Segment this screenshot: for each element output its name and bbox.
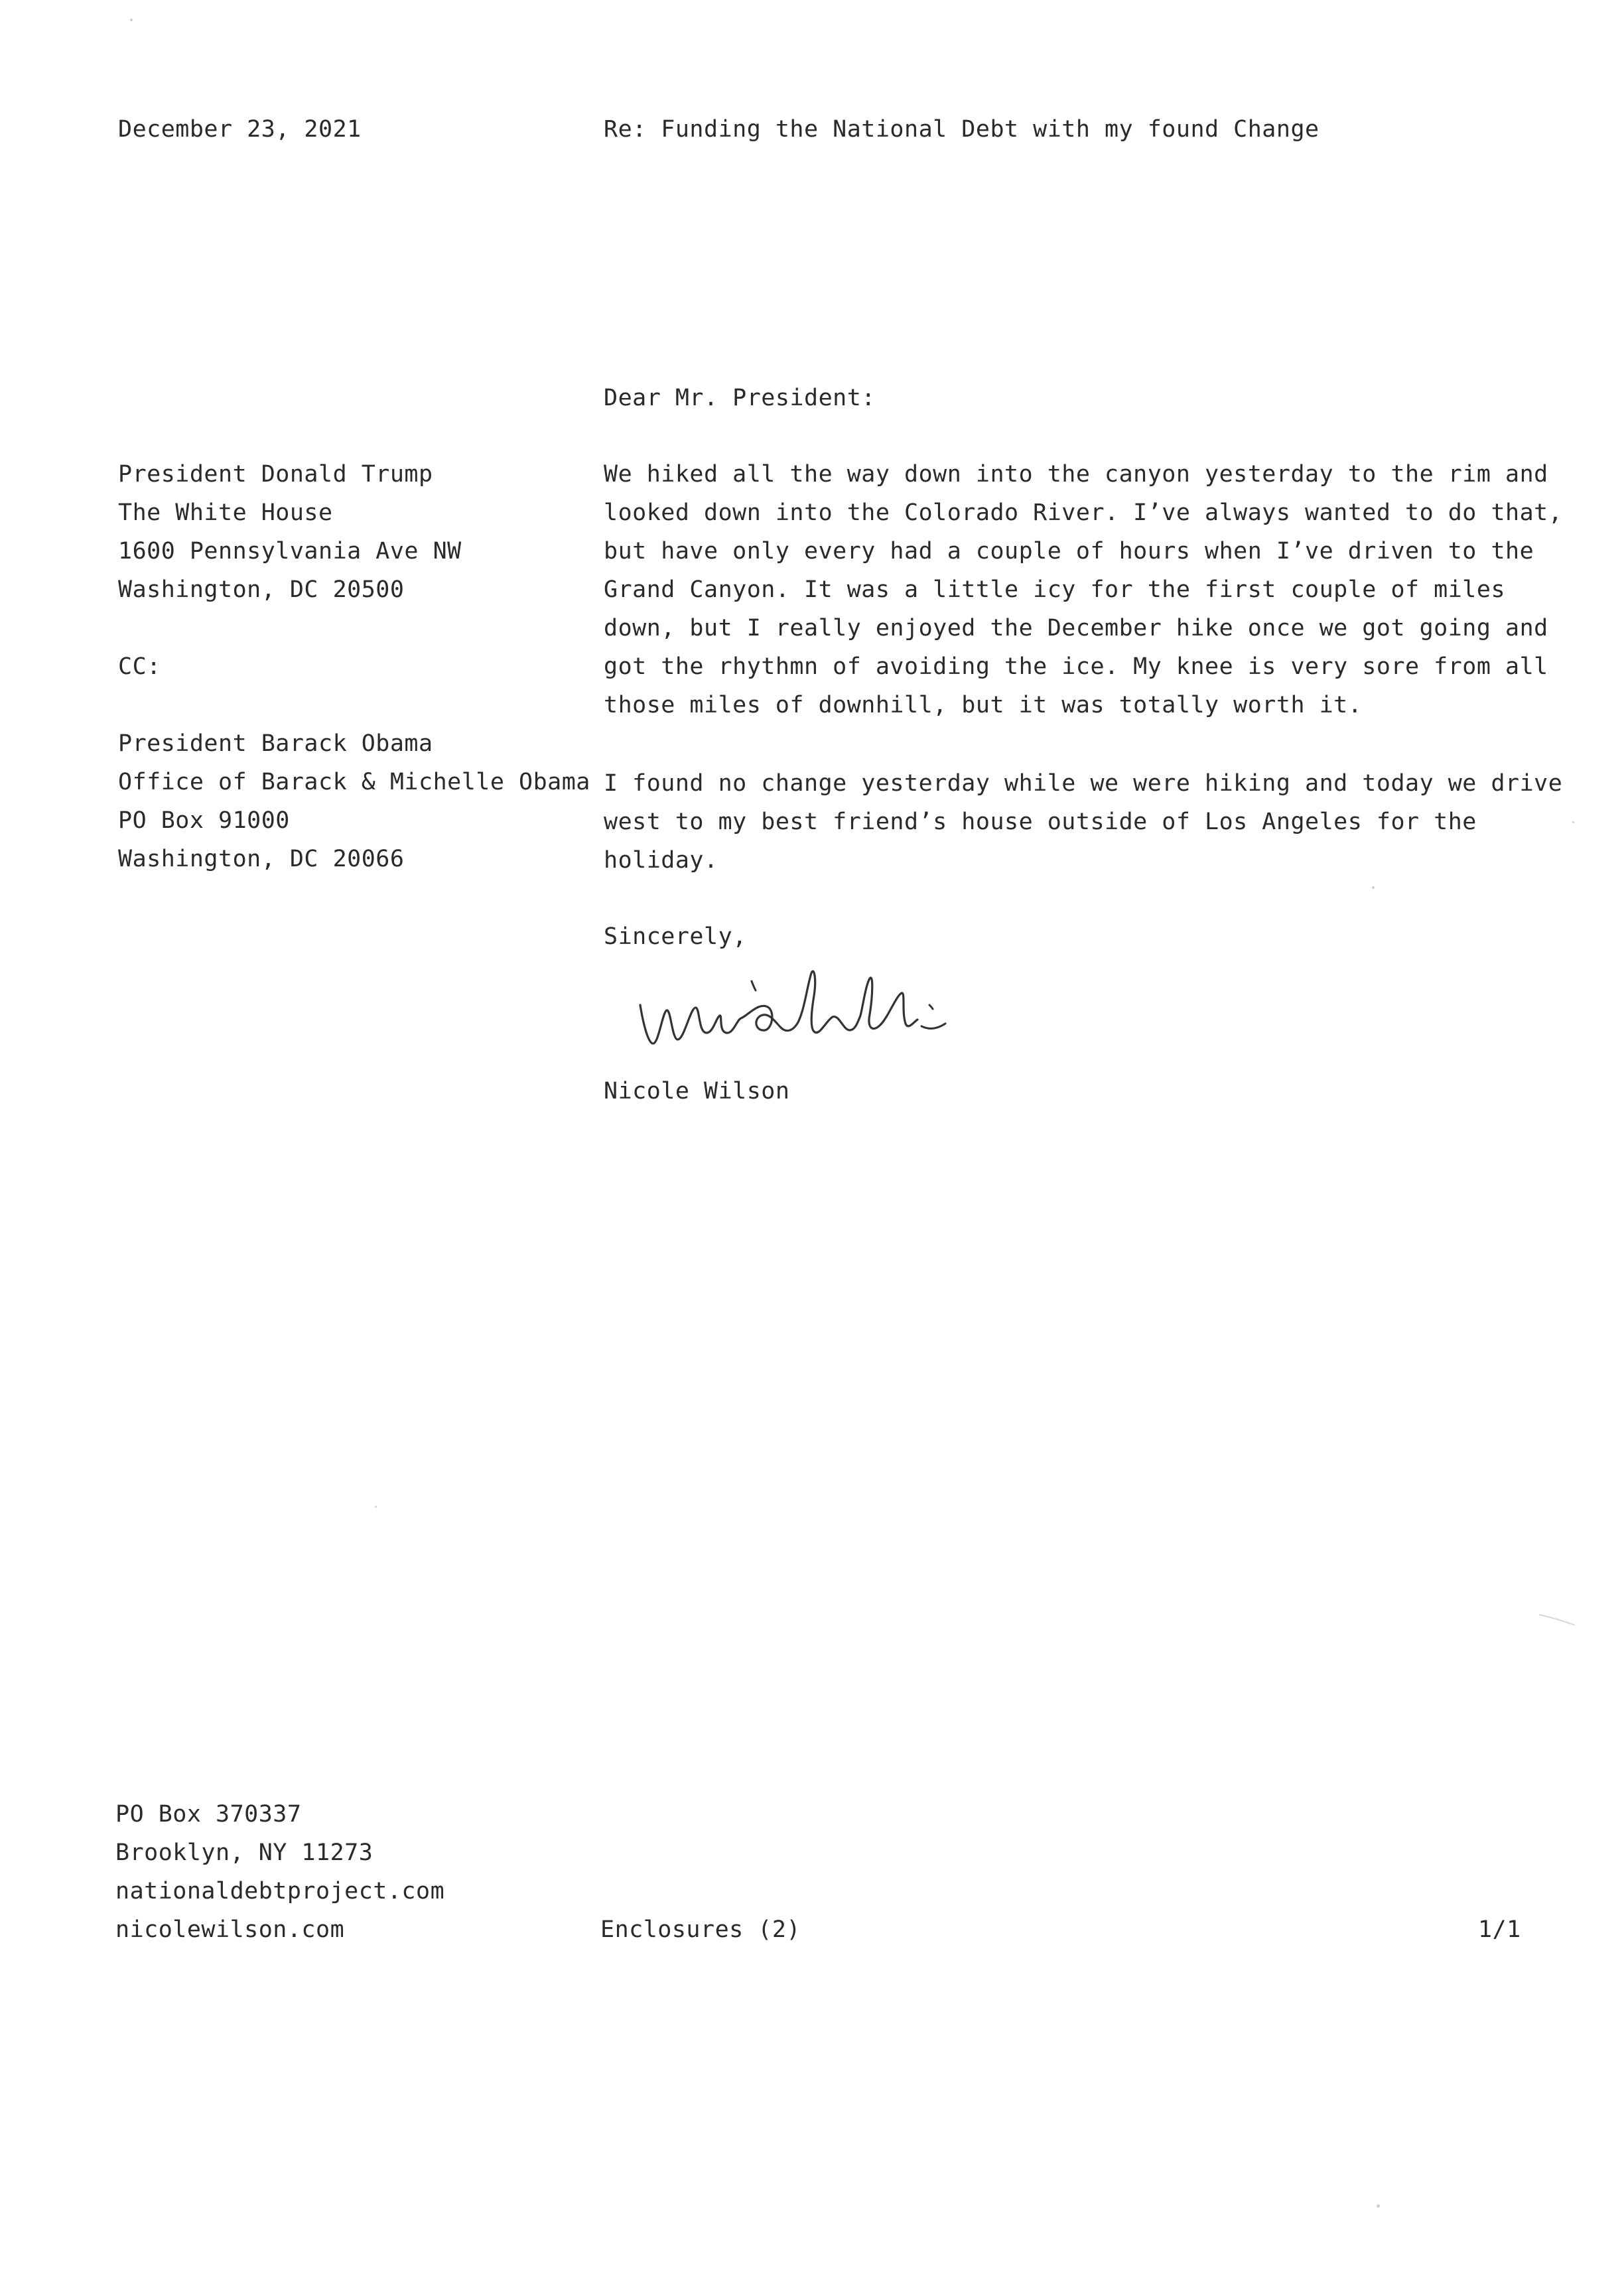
sender-line: nationaldebtproject.com — [115, 1878, 445, 1904]
closing: Sincerely, — [604, 923, 747, 950]
sender-line: PO Box 370337 — [115, 1801, 302, 1828]
cc-line: President Barack Obama — [118, 730, 433, 757]
paper-speck — [1377, 2204, 1380, 2208]
recipient-line: 1600 Pennsylvania Ave NW — [118, 538, 462, 565]
body-line: but have only every had a couple of hours when I’ve driven to the — [604, 538, 1534, 565]
recipient-line: The White House — [118, 500, 333, 526]
handwritten-signature — [634, 959, 979, 1058]
body-line: holiday. — [604, 847, 718, 874]
body-line: We hiked all the way down into the canyon yesterday to the rim and — [604, 461, 1548, 488]
cc-line: Office of Barack & Michelle Obama — [118, 769, 590, 795]
page-number: 1/1 — [1478, 1916, 1521, 1943]
paper-speck — [130, 19, 133, 21]
recipient-address — [118, 455, 462, 609]
paper-mark — [1538, 1612, 1578, 1628]
body-line: looked down into the Colorado River. I’ve always wanted to do that, — [604, 500, 1563, 526]
body-line: those miles of downhill, but it was totally worth it. — [604, 692, 1363, 718]
body-paragraph-2 — [604, 764, 1562, 880]
sender-line: nicolewilson.com — [115, 1916, 345, 1943]
body-paragraph-1 — [604, 455, 1562, 724]
letter-date: December 23, 2021 — [118, 116, 362, 143]
body-line: I found no change yesterday while we were hiking and today we drive — [604, 770, 1563, 797]
paper-speck — [375, 1506, 377, 1508]
letter-subject: Re: Funding the National Debt with my found Change — [604, 116, 1320, 143]
cc-recipient-address — [118, 724, 590, 878]
sender-address — [115, 1795, 444, 1949]
enclosures-note: Enclosures (2) — [600, 1916, 801, 1943]
cc-label: CC: — [118, 653, 161, 680]
body-line: west to my best friend’s house outside of Los Angeles for the — [604, 809, 1477, 835]
recipient-line: Washington, DC 20500 — [118, 576, 405, 603]
signer-name: Nicole Wilson — [604, 1078, 790, 1104]
cc-line: Washington, DC 20066 — [118, 846, 405, 872]
cc-line: PO Box 91000 — [118, 807, 290, 834]
recipient-line: President Donald Trump — [118, 461, 433, 488]
body-line: Grand Canyon. It was a little icy for the first couple of miles — [604, 576, 1506, 603]
body-line: got the rhythmn of avoiding the ice. My knee is very sore from all — [604, 653, 1548, 680]
sender-line: Brooklyn, NY 11273 — [115, 1839, 373, 1866]
body-line: down, but I really enjoyed the December hike once we got going and — [604, 615, 1548, 641]
paper-speck — [1572, 821, 1574, 823]
salutation: Dear Mr. President: — [604, 385, 876, 411]
paper-speck — [1372, 886, 1375, 889]
